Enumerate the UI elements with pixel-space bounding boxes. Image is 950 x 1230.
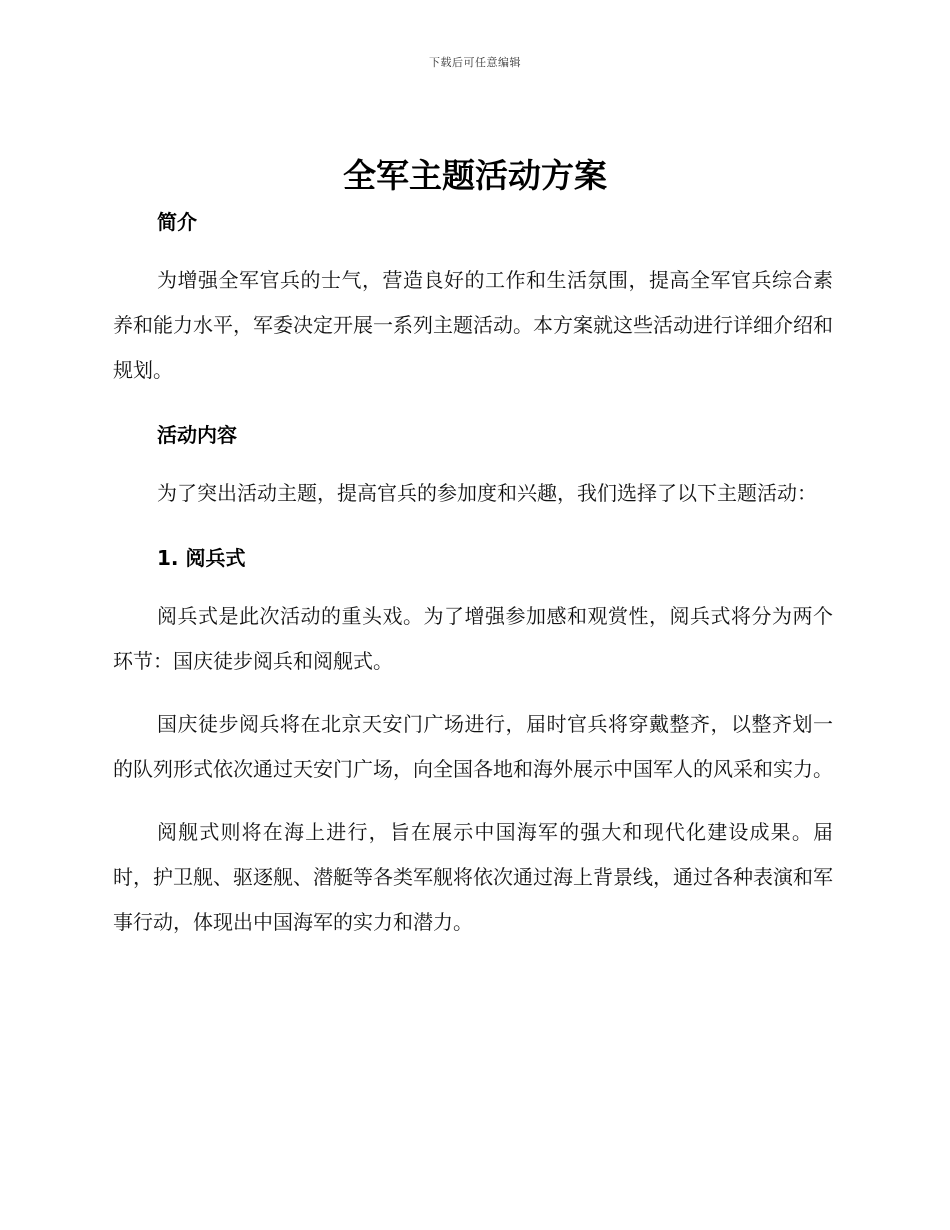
parade-paragraph-march: 国庆徒步阅兵将在北京天安门广场进行，届时官兵将穿戴整齐，以整齐划一的队列形式依次通过天安门广场，向全国各地和海外展示中国军人的风采和实力。 <box>113 712 833 781</box>
parade-paragraph-naval-review: 阅舰式则将在海上进行，旨在展示中国海军的强大和现代化建设成果。届时，护卫舰、驱逐舰、潜艇等各类军舰将依次通过海上背景线，通过各种表演和军事行动，体现出中国海军的实力和潜力。 <box>113 820 833 934</box>
section-heading-intro: 简介 <box>157 210 197 234</box>
activity-content-paragraph: 为了突出活动主题，提高官兵的参加度和兴趣，我们选择了以下主题活动： <box>157 481 817 505</box>
section-heading-activity-content: 活动内容 <box>157 423 237 447</box>
section-heading-parade: 1. 阅兵式 <box>157 546 246 570</box>
parade-paragraph-overview: 阅兵式是此次活动的重头戏。为了增强参加感和观赏性，阅兵式将分为两个环节：国庆徒步阅兵和阅舰式。 <box>113 604 833 673</box>
document-title: 全军主题活动方案 <box>343 156 607 195</box>
document-body <box>113 206 833 945</box>
intro-paragraph: 为增强全军官兵的士气，营造良好的工作和生活氛围，提高全军官兵综合素养和能力水平，军委决定开展一系列主题活动。本方案就这些活动进行详细介绍和规划。 <box>113 268 833 382</box>
page-header-note: 下载后可任意编辑 <box>429 56 521 69</box>
